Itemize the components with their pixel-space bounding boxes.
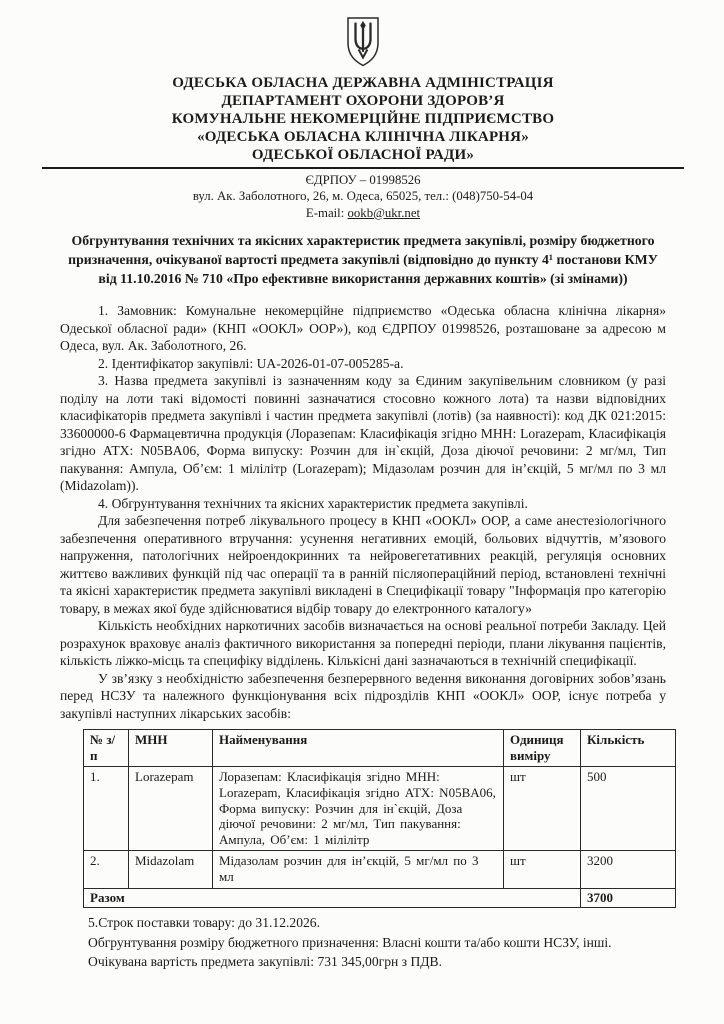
col-header-unit: Одиниця виміру: [504, 730, 581, 767]
col-header-quantity: Кількість: [581, 730, 676, 767]
org-name-line: ДЕПАРТАМЕНТ ОХОРОНИ ЗДОРОВ’Я: [221, 93, 505, 109]
cell-name: Мідазолам розчин для ін’єкцій, 5 мг/мл по 3 мл: [213, 851, 504, 888]
col-header-name: Найменування: [213, 730, 504, 767]
total-label: Разом: [84, 888, 581, 908]
org-name-line: ОДЕСЬКА ОБЛАСНА ДЕРЖАВНА АДМІНІСТРАЦІЯ: [172, 75, 554, 91]
paragraph-procurement-id: 2. Ідентифікатор закупівлі: UA-2026-01-07-005285-a.: [98, 355, 404, 371]
table-row: [84, 851, 676, 888]
address-line: вул. Ак. Заболотного, 26, м. Одеса, 65025, тел.: (048)750-54-04: [192, 189, 534, 204]
document-body: [60, 302, 666, 722]
paragraph-justification-heading: 4. Обгрунтування технічних та якісних характеристик предмета закупівлі.: [98, 495, 528, 511]
org-name-line: «ОДЕСЬКА ОБЛАСНА КЛІНІЧНА ЛІКАРНЯ»: [197, 129, 529, 145]
email-link: ookb@ukr.net: [347, 205, 421, 220]
contact-block: [60, 172, 666, 221]
cell-unit: шт: [504, 767, 581, 851]
paragraph-quantity-basis: Кількість необхідних наркотичних засобів визначається на основі реальної потреби Закладу. Цей розрахунок враховує аналіз фактичного використання за попередні періоди, плани лікування пацієнтів, кількість ліжко-місць та специфіку відділень. Кількісні дані зазначаються в технічній специфікації.: [60, 618, 666, 669]
paragraph-subject-name: 3. Назва предмета закупівлі із зазначенням коду за Єдиним закупівельним словником (у разі поділу на лоти такі відомості повинні зазначатися стосовно кожного лота) та назви відповідних класифікаторів предмета закупівлі і частин предмета закупівлі (лотів) (за наявності): код ДК 021:2015: 33600000-6 Фармацевтична продукція (Лоразепам: Класифікація згідно МНН: Lorazepam, Класифікація згідно АТХ: N05BA06, Форма випуску: Розчин для ін`єкцій, Доза діючої речовини: 2 мг/мл, Тип пакування: Ампула, Об’єм: 1 мілілітр (Lorazepam); Мідазолам розчин для ін’єкцій, 5 мг/мл по 3 мл (Midazolam)).: [60, 373, 666, 494]
ukraine-trident-emblem-icon: [344, 16, 382, 68]
cell-unit: шт: [504, 851, 581, 888]
document-footer: [88, 913, 666, 972]
cell-quantity: 3200: [581, 851, 676, 888]
total-quantity: 3700: [581, 888, 676, 908]
table-header-row: [84, 730, 676, 767]
footer-line-expected-value: Очікувана вартість предмета закупівлі: 731 345,00грн з ПДВ.: [88, 954, 442, 970]
cell-inn: Lorazepam: [129, 767, 213, 851]
procurement-table: [83, 729, 676, 908]
email-label: E-mail:: [305, 205, 345, 220]
organization-header: [60, 74, 666, 164]
paragraph-medical-need: Для забезпечення потреб лікувального процесу в КНП «ООКЛ» ООР, а саме анестезіологічного забезпечення оперативного втручання: усунення негативних емоцій, больових відчуттів, м’язового напруження, патологічних нейроендокринних та нейровегетативних реакцій, регуляція основних життєво важливих функцій під час операції та в ранній післяопераційний період, встановлені технічні та якісні характеристик предмета закупівлі викладені в Специфікації товару "Інформація про категорію товару, в межах якої буде здійснюватися відбір товару до електронного каталогу»: [60, 513, 666, 616]
cell-number: 1.: [84, 767, 129, 851]
footer-line-budget-justification: Обгрунтування розміру бюджетного призначення: Власні кошти та/або кошти НСЗУ, інші.: [88, 934, 612, 950]
org-name-line: КОМУНАЛЬНЕ НЕКОМЕРЦІЙНЕ ПІДПРИЄМСТВО: [171, 111, 555, 127]
cell-name: Лоразепам: Класифікація згідно МНН: Lorazepam, Класифікація згідно АТХ: N05BA06, Форма випуску: Розчин для ін`єкцій, Доза діючої речовини: 2 мг/мл, Тип пакування: Ампула, Об’єм: 1 мілілітр: [213, 767, 504, 851]
org-name-line: ОДЕСЬКОЇ ОБЛАСНОЇ РАДИ»: [251, 147, 475, 163]
cell-quantity: 500: [581, 767, 676, 851]
col-header-inn: МНН: [129, 730, 213, 767]
document-title: Обгрунтування технічних та якісних характеристик предмета закупівлі, розміру бюджетного призначення, очікуваної вартості предмета закупівлі (відповідно до пункту 4¹ постанови КМУ від 11.10.2016 № 710 «Про ефективне використання державних коштів» (зі змінами)): [68, 233, 658, 287]
cell-inn: Midazolam: [129, 851, 213, 888]
email-line: [60, 205, 666, 221]
table-total-row: [84, 888, 676, 908]
edrpou-line: ЄДРПОУ – 01998526: [305, 173, 421, 187]
footer-line-delivery-term: 5.Строк поставки товару: до 31.12.2026.: [88, 915, 320, 931]
header-divider: [42, 167, 684, 169]
cell-number: 2.: [84, 851, 129, 888]
table-row: [84, 767, 676, 851]
paragraph-customer: 1. Замовник: Комунальне некомерційне підприємство «Одеська обласна клінічна лікарня» Одеської обласної ради» (КНП «ООКЛ» ООР»), код ЄДРПОУ 01998526, розташоване за адресою м Одеса, вул. Ак. Заболотного, 26.: [60, 303, 666, 354]
paragraph-nszu-need: У зв’язку з необхідністю забезпечення безперервного ведення виконання договірних зобов’язань перед НСЗУ та належного функціонування всіх підрозділів КНП «ООКЛ» ООР, існує потреба у закупівлі наступних лікарських засобів:: [60, 670, 666, 721]
col-header-number: № з/п: [84, 730, 129, 767]
